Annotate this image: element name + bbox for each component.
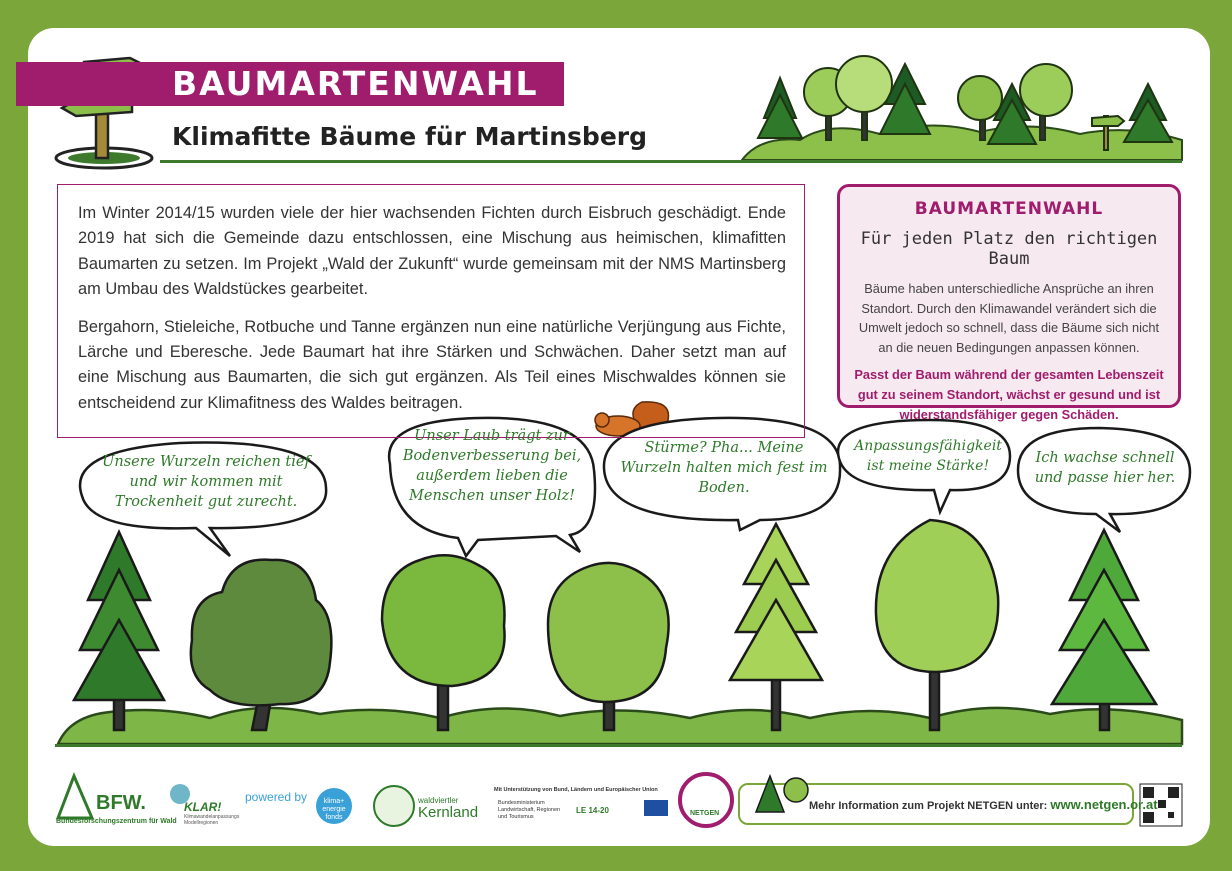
info-subtitle: Für jeden Platz den richtigen Baum xyxy=(860,229,1158,269)
eu-flag-icon xyxy=(644,800,668,816)
bubble-text-4: Anpassungsfähigkeit ist meine Stärke! xyxy=(854,438,1002,474)
website-prefix: Mehr Information zum Projekt NETGEN unter: xyxy=(809,800,1048,812)
website-line xyxy=(809,797,1158,812)
bubble-text-1: Unsere Wurzeln reichen tief und wir kommen mit Trockenheit gut zurecht. xyxy=(102,454,310,510)
larch-tree xyxy=(730,524,822,730)
spruce-tree xyxy=(74,532,164,730)
maple-tree xyxy=(548,563,669,730)
fir-tree xyxy=(1052,530,1156,730)
beech-tree xyxy=(382,555,505,730)
ground-divider xyxy=(55,744,1182,747)
support-label: Mit Unterstützung von Bund, Ländern und Europäischer Union xyxy=(494,787,658,793)
forest-banner-illustration xyxy=(742,56,1182,160)
info-body: Bäume haben unterschiedliche Ansprüche an ihren Standort. Durch den Klimawandel verändert sich die Umwelt jedoch so schnell, dass die Bäume sich nicht an die neuen Bedingungen anpassen können. xyxy=(858,281,1160,355)
header-divider xyxy=(160,160,1182,163)
info-highlight: Passt der Baum während der gesamten Lebenszeit gut zu seinem Standort, wächst er gesund und ist widerstandsfähiger gegen Schäden. xyxy=(854,367,1164,422)
powered-by-label: powered by xyxy=(245,790,308,804)
intro-paragraph-2: Bergahorn, Stieleiche, Rotbuche und Tanne ergänzen nun eine natürliche Verjüngung aus Fichte, Lärche und Eberesche. Jede Baumart hat ihre Stärken und Schwächen. Daher setzt man auf eine Mischung aus Baumarten, die sich gut ergänzen. Als Teil eines Mischwaldes können sie entscheidend zur Klimafitness des Waldes beitragen. xyxy=(78,317,786,412)
oak-tree xyxy=(191,560,332,730)
netgen-badge-label: NETGEN xyxy=(690,810,720,817)
info-box xyxy=(837,184,1181,422)
klar-logo-name: KLAR! xyxy=(184,800,222,814)
page-title: BAUMARTENWAHL xyxy=(172,64,539,103)
ground-hills xyxy=(58,708,1182,744)
page-subtitle: Klimafitte Bäume für Martinsberg xyxy=(172,122,648,151)
kernland-label: Kernland xyxy=(418,804,479,821)
bubble-text-2: Unser Laub trägt zur Bodenverbesserung bei, außerdem lieben die Menschen unser Holz! xyxy=(402,428,582,504)
website-link[interactable]: www.netgen.or.at xyxy=(1050,797,1158,812)
klimafonds-label: klima+ energie fonds xyxy=(322,798,346,821)
bfw-logo-name: BFW. xyxy=(96,792,146,814)
kernland-small-label: waldviertler xyxy=(418,796,459,805)
klar-logo-caption: Klimawandelanpassungs Modellregionen xyxy=(184,814,240,826)
kernland-logo-icon xyxy=(374,786,414,826)
bubble-text-3: Stürme? Pha... Meine Wurzeln halten mich fest im Boden. xyxy=(620,440,828,496)
netgen-badge-icon xyxy=(680,774,732,826)
trees xyxy=(74,520,1156,730)
bubble-text-5: Ich wachse schnell und passe hier her. xyxy=(1034,450,1176,486)
rowan-tree xyxy=(876,520,998,730)
intro-textbox xyxy=(57,184,805,438)
le-label: LE 14-20 xyxy=(576,806,609,815)
ministry-label: Bundesministerium Landwirtschaft, Regionen und Tourismus xyxy=(498,800,561,820)
bfw-logo-icon xyxy=(58,776,92,818)
intro-paragraph-1: Im Winter 2014/15 wurden viele der hier wachsenden Fichten durch Eisbruch geschädigt. Ende 2019 hat sich die Gemeinde dazu entschlossen, eine Mischung aus heimischen, klimafitten Baumarten zu setzen. Im Projekt „Wald der Zukunft“ wurde gemeinsam mit der NMS Martinsberg am Umbau des Waldstückes gearbeitet. xyxy=(78,204,786,299)
info-title: BAUMARTENWAHL xyxy=(914,199,1104,219)
bfw-logo-caption: Bundesforschungszentrum für Wald xyxy=(56,818,177,825)
